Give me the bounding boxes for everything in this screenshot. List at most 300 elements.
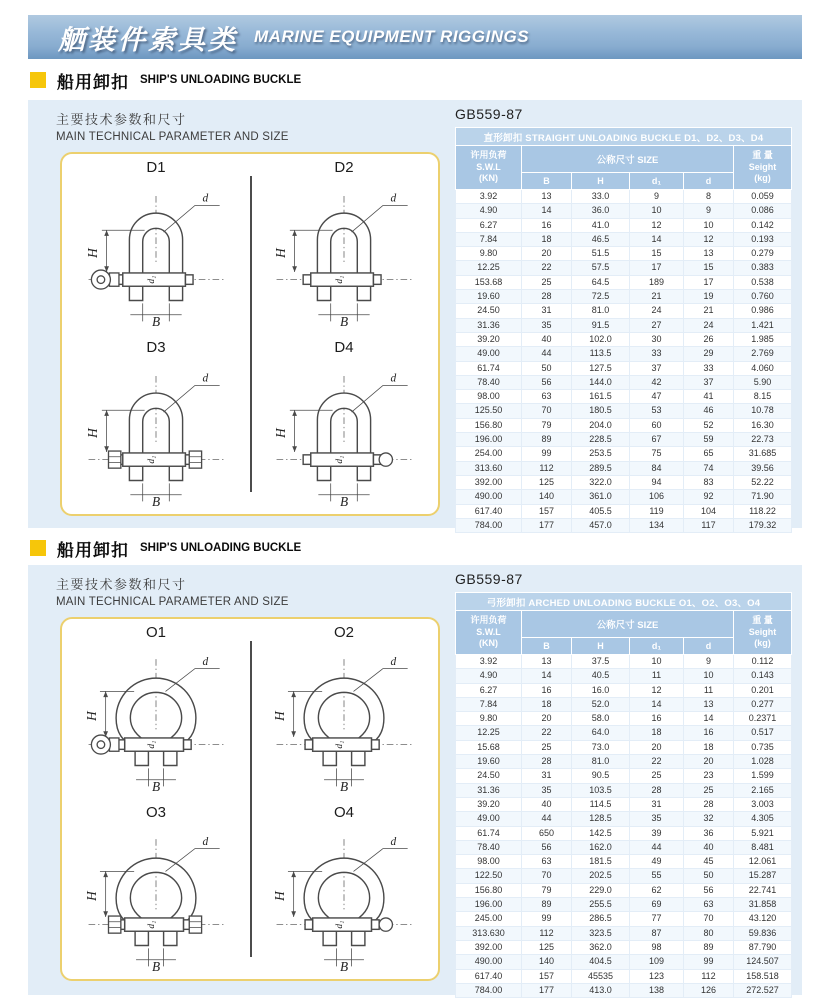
svg-text:B: B (339, 959, 349, 974)
table-cell: 92 (684, 490, 734, 504)
col-header-h: H (572, 173, 630, 190)
table-cell: 22 (522, 261, 572, 275)
table-cell: 13 (522, 655, 572, 669)
table-cell: 138 (630, 983, 684, 997)
table-cell: 25 (522, 740, 572, 754)
table-cell: 181.5 (572, 855, 630, 869)
spec-table-straight (455, 127, 792, 533)
table-cell: 1.599 (734, 769, 792, 783)
table-row (456, 655, 792, 669)
svg-text:d₁: d₁ (147, 275, 158, 284)
table-cell: 53 (630, 404, 684, 418)
d-shackle-drawing (70, 357, 242, 509)
table-cell: 52 (684, 418, 734, 432)
table-cell: 70 (522, 869, 572, 883)
section-1-heading (30, 69, 301, 91)
table-row (456, 518, 792, 532)
table-cell: 18 (522, 697, 572, 711)
table-row (456, 361, 792, 375)
table-cell: 11 (630, 669, 684, 683)
table-cell: 40.5 (572, 669, 630, 683)
table-row (456, 940, 792, 954)
table-cell: 12 (630, 683, 684, 697)
table-cell: 60 (630, 418, 684, 432)
table-cell: 124.507 (734, 955, 792, 969)
table-cell: 123 (630, 969, 684, 983)
svg-text:d: d (390, 372, 397, 385)
table-cell: 245.00 (456, 912, 522, 926)
table-row (456, 275, 792, 289)
col-header-weight: 重 量 Seight (kg) (734, 611, 792, 655)
table-cell: 72.5 (572, 290, 630, 304)
table-cell: 26 (684, 332, 734, 346)
table-cell: 32 (684, 812, 734, 826)
section-2-panel (28, 565, 802, 995)
table-cell: 104 (684, 504, 734, 518)
table-row (456, 304, 792, 318)
table-cell: 64.0 (572, 726, 630, 740)
table-cell: 35 (522, 783, 572, 797)
table-cell: 113.5 (572, 347, 630, 361)
col-header-b: B (522, 173, 572, 190)
table-cell: 254.00 (456, 447, 522, 461)
figure-d4 (250, 334, 438, 514)
parameter-heading-en: MAIN TECHNICAL PARAMETER AND SIZE (56, 596, 289, 608)
table-cell: 49 (630, 855, 684, 869)
table-cell: 37 (630, 361, 684, 375)
parameter-heading (56, 574, 289, 608)
table-cell: 19 (684, 290, 734, 304)
table-cell: 79 (522, 883, 572, 897)
table-cell: 286.5 (572, 912, 630, 926)
table-cell: 24.50 (456, 769, 522, 783)
table-row (456, 926, 792, 940)
table-cell: 0.986 (734, 304, 792, 318)
table-cell: 31 (630, 797, 684, 811)
table-cell: 392.00 (456, 940, 522, 954)
table-cell: 45535 (572, 969, 630, 983)
table-cell: 46 (684, 404, 734, 418)
parameter-heading-en: MAIN TECHNICAL PARAMETER AND SIZE (56, 131, 289, 143)
table-cell: 4.060 (734, 361, 792, 375)
table-cell: 9 (684, 204, 734, 218)
table-cell: 59 (684, 433, 734, 447)
table-cell: 42 (630, 375, 684, 389)
table-cell: 87.790 (734, 940, 792, 954)
col-header-size: 公称尺寸 SIZE (522, 611, 734, 638)
table-cell: 177 (522, 983, 572, 997)
table-cell: 98 (630, 940, 684, 954)
table-cell: 2.165 (734, 783, 792, 797)
table-cell: 0.383 (734, 261, 792, 275)
section-bullet-icon (30, 72, 46, 88)
figure-label: D1 (146, 159, 166, 176)
table-cell: 103.5 (572, 783, 630, 797)
table-row (456, 318, 792, 332)
table-cell: 89 (522, 433, 572, 447)
svg-text:d₁: d₁ (335, 740, 346, 749)
table-cell: 33.0 (572, 190, 630, 204)
table-cell: 22.741 (734, 883, 792, 897)
table-cell: 5.921 (734, 826, 792, 840)
table-cell: 313.60 (456, 461, 522, 475)
d-shackle-drawing (70, 177, 242, 329)
table-cell: 10 (684, 669, 734, 683)
table-cell: 98.00 (456, 855, 522, 869)
svg-text:H: H (84, 711, 100, 721)
table-cell: 17 (684, 275, 734, 289)
svg-text:d: d (202, 372, 209, 385)
table-row (456, 726, 792, 740)
parameter-heading (56, 109, 289, 143)
table-row (456, 812, 792, 826)
table-cell: 12.061 (734, 855, 792, 869)
col-header-d: d (684, 638, 734, 655)
table-row (456, 840, 792, 854)
table-cell: 13 (684, 247, 734, 261)
table-cell: 112 (522, 926, 572, 940)
svg-text:d₁: d₁ (335, 455, 346, 464)
table-cell: 14 (630, 232, 684, 246)
table-cell: 140 (522, 490, 572, 504)
table-cell: 0.086 (734, 204, 792, 218)
table-cell: 0.735 (734, 740, 792, 754)
table-cell: 0.538 (734, 275, 792, 289)
table-cell: 180.5 (572, 404, 630, 418)
table-row (456, 712, 792, 726)
table-cell: 25 (630, 769, 684, 783)
table-cell: 784.00 (456, 983, 522, 997)
table-cell: 98.00 (456, 390, 522, 404)
table-cell: 84 (630, 461, 684, 475)
svg-text:d₁: d₁ (335, 920, 346, 929)
table-row (456, 883, 792, 897)
table-cell: 31.858 (734, 898, 792, 912)
table-caption: 直形卸扣 STRAIGHT UNLOADING BUCKLE D1、D2、D3、D4 (456, 128, 792, 146)
table-row (456, 375, 792, 389)
table-cell: 272.527 (734, 983, 792, 997)
standard-number: GB559-87 (455, 571, 523, 587)
svg-text:H: H (273, 248, 289, 258)
table-cell: 74 (684, 461, 734, 475)
table-cell: 9 (630, 190, 684, 204)
table-cell: 22 (522, 726, 572, 740)
table-cell: 6.27 (456, 683, 522, 697)
table-cell: 46.5 (572, 232, 630, 246)
table-cell: 8 (684, 190, 734, 204)
page-banner (28, 15, 802, 59)
table-cell: 63 (522, 390, 572, 404)
table-cell: 1.028 (734, 755, 792, 769)
table-cell: 49.00 (456, 812, 522, 826)
col-header-b: B (522, 638, 572, 655)
table-cell: 24.50 (456, 304, 522, 318)
table-row (456, 218, 792, 232)
table-cell: 78.40 (456, 840, 522, 854)
table-cell: 125.50 (456, 404, 522, 418)
bow-shackle-drawing (258, 822, 430, 974)
table-row (456, 955, 792, 969)
table-cell: 77 (630, 912, 684, 926)
svg-text:H: H (273, 428, 289, 438)
svg-text:d: d (390, 655, 397, 668)
table-cell: 196.00 (456, 898, 522, 912)
figure-o4 (250, 799, 438, 979)
figure-o1 (62, 619, 250, 799)
section-title-en: SHIP'S UNLOADING BUCKLE (140, 74, 302, 86)
table-cell: 58.0 (572, 712, 630, 726)
table-cell: 64.5 (572, 275, 630, 289)
table-cell: 36 (684, 826, 734, 840)
figure-label: D4 (334, 339, 354, 356)
bow-shackle-drawing (70, 822, 242, 974)
table-cell: 20 (522, 712, 572, 726)
table-cell: 47 (630, 390, 684, 404)
table-cell: 125 (522, 475, 572, 489)
svg-text:H: H (85, 428, 101, 438)
table-cell: 50 (522, 361, 572, 375)
table-cell: 0.142 (734, 218, 792, 232)
svg-text:d: d (202, 655, 209, 668)
table-cell: 361.0 (572, 490, 630, 504)
table-row (456, 190, 792, 204)
figure-d2 (250, 154, 438, 334)
table-cell: 22.73 (734, 433, 792, 447)
table-row (456, 475, 792, 489)
section-title-en: SHIP'S UNLOADING BUCKLE (140, 542, 302, 554)
table-cell: 122.50 (456, 869, 522, 883)
table-cell: 63 (522, 855, 572, 869)
table-cell: 161.5 (572, 390, 630, 404)
table-cell: 6.27 (456, 218, 522, 232)
table-cell: 8.15 (734, 390, 792, 404)
table-cell: 784.00 (456, 518, 522, 532)
section-bullet-icon (30, 540, 46, 556)
svg-text:d₁: d₁ (147, 455, 158, 464)
table-cell: 118.22 (734, 504, 792, 518)
table-cell: 33 (630, 347, 684, 361)
table-row (456, 332, 792, 346)
table-cell: 392.00 (456, 475, 522, 489)
table-cell: 59.836 (734, 926, 792, 940)
table-cell: 18 (684, 740, 734, 754)
table-cell: 56 (684, 883, 734, 897)
table-cell: 114.5 (572, 797, 630, 811)
table-cell: 44 (522, 347, 572, 361)
diagram-box-straight (60, 152, 440, 516)
figure-label: O4 (333, 804, 354, 821)
col-header-swl: 许用负荷 S.W.L (KN) (456, 146, 522, 190)
table-cell: 156.80 (456, 883, 522, 897)
table-cell: 617.40 (456, 969, 522, 983)
table-cell: 14 (630, 697, 684, 711)
table-cell: 413.0 (572, 983, 630, 997)
table-row (456, 504, 792, 518)
table-cell: 142.5 (572, 826, 630, 840)
table-cell: 55 (630, 869, 684, 883)
table-cell: 119 (630, 504, 684, 518)
table-cell: 40 (522, 797, 572, 811)
spec-table-arched (455, 592, 792, 998)
table-cell: 0.201 (734, 683, 792, 697)
table-cell: 39.20 (456, 797, 522, 811)
figure-d1 (62, 154, 250, 334)
table-cell: 63 (684, 898, 734, 912)
col-header-h: H (572, 638, 630, 655)
table-row (456, 783, 792, 797)
table-cell: 25 (522, 275, 572, 289)
table-cell: 102.0 (572, 332, 630, 346)
table-cell: 255.5 (572, 898, 630, 912)
table-cell: 35 (630, 812, 684, 826)
svg-text:d: d (390, 192, 397, 205)
diagram-divider (250, 176, 252, 492)
col-header-d1: d₁ (630, 173, 684, 190)
table-cell: 196.00 (456, 433, 522, 447)
svg-text:B: B (151, 779, 161, 794)
table-cell: 80 (684, 926, 734, 940)
table-cell: 0.143 (734, 669, 792, 683)
table-cell: 19.60 (456, 755, 522, 769)
table-cell: 15.68 (456, 740, 522, 754)
table-cell: 156.80 (456, 418, 522, 432)
table-cell: 0.059 (734, 190, 792, 204)
table-cell: 99 (522, 912, 572, 926)
table-cell: 52.22 (734, 475, 792, 489)
table-cell: 157 (522, 504, 572, 518)
table-cell: 157 (522, 969, 572, 983)
table-row (456, 347, 792, 361)
table-cell: 56 (522, 375, 572, 389)
table-cell: 112 (684, 969, 734, 983)
table-cell: 18 (522, 232, 572, 246)
table-cell: 0.279 (734, 247, 792, 261)
figure-d3 (62, 334, 250, 514)
table-cell: 117 (684, 518, 734, 532)
table-cell: 23 (684, 769, 734, 783)
table-cell: 52.0 (572, 697, 630, 711)
col-header-d: d (684, 173, 734, 190)
diagram-divider (250, 641, 252, 957)
d-shackle-drawing (258, 357, 430, 509)
table-cell: 36.0 (572, 204, 630, 218)
table-cell: 11 (684, 683, 734, 697)
svg-text:B: B (151, 959, 161, 974)
table-cell: 87 (630, 926, 684, 940)
table-row (456, 232, 792, 246)
table-cell: 2.769 (734, 347, 792, 361)
table-cell: 3.003 (734, 797, 792, 811)
svg-text:B: B (339, 314, 349, 329)
table-cell: 162.0 (572, 840, 630, 854)
table-cell: 13 (684, 697, 734, 711)
table-row (456, 983, 792, 997)
table-cell: 490.00 (456, 490, 522, 504)
table-cell: 62 (630, 883, 684, 897)
table-cell: 83 (684, 475, 734, 489)
table-cell: 0.112 (734, 655, 792, 669)
table-cell: 50 (684, 869, 734, 883)
table-cell: 31 (522, 769, 572, 783)
table-cell: 7.84 (456, 232, 522, 246)
table-cell: 0.760 (734, 290, 792, 304)
table-cell: 15 (630, 247, 684, 261)
table-cell: 106 (630, 490, 684, 504)
bow-shackle-drawing (258, 642, 430, 794)
table-cell: 20 (522, 247, 572, 261)
table-cell: 0.517 (734, 726, 792, 740)
table-row (456, 683, 792, 697)
table-cell: 40 (522, 332, 572, 346)
table-cell: 405.5 (572, 504, 630, 518)
table-cell: 134 (630, 518, 684, 532)
table-cell: 5.90 (734, 375, 792, 389)
table-cell: 78.40 (456, 375, 522, 389)
table-cell: 28 (522, 755, 572, 769)
table-cell: 16 (522, 218, 572, 232)
table-cell: 40 (684, 840, 734, 854)
table-cell: 94 (630, 475, 684, 489)
table-cell: 99 (684, 955, 734, 969)
table-row (456, 669, 792, 683)
table-cell: 79 (522, 418, 572, 432)
table-cell: 31.36 (456, 318, 522, 332)
table-cell: 126 (684, 983, 734, 997)
table-cell: 44 (630, 840, 684, 854)
table-cell: 189 (630, 275, 684, 289)
svg-text:H: H (272, 891, 288, 901)
table-cell: 21 (684, 304, 734, 318)
table-cell: 51.5 (572, 247, 630, 261)
table-cell: 69 (630, 898, 684, 912)
svg-text:d₁: d₁ (147, 920, 158, 929)
table-cell: 617.40 (456, 504, 522, 518)
table-row (456, 390, 792, 404)
table-cell: 128.5 (572, 812, 630, 826)
figure-o3 (62, 799, 250, 979)
table-cell: 39 (630, 826, 684, 840)
table-cell: 65 (684, 447, 734, 461)
table-cell: 179.32 (734, 518, 792, 532)
table-cell: 7.84 (456, 697, 522, 711)
table-row (456, 797, 792, 811)
table-cell: 20 (630, 740, 684, 754)
table-cell: 56 (522, 840, 572, 854)
table-cell: 99 (522, 447, 572, 461)
table-cell: 27 (630, 318, 684, 332)
table-cell: 45 (684, 855, 734, 869)
table-cell: 25 (684, 783, 734, 797)
section-1-panel (28, 100, 802, 528)
bow-shackle-drawing (70, 642, 242, 794)
table-cell: 37.5 (572, 655, 630, 669)
table-cell: 109 (630, 955, 684, 969)
table-cell: 21 (630, 290, 684, 304)
svg-text:d₁: d₁ (147, 740, 158, 749)
table-cell: 22 (630, 755, 684, 769)
standard-number: GB559-87 (455, 106, 523, 122)
section-title-zh: 船用卸扣 (57, 72, 129, 92)
table-cell: 29 (684, 347, 734, 361)
figure-label: D3 (146, 339, 166, 356)
table-row (456, 969, 792, 983)
table-cell: 16 (630, 712, 684, 726)
table-cell: 204.0 (572, 418, 630, 432)
table-cell: 10 (630, 655, 684, 669)
svg-text:B: B (151, 494, 161, 509)
table-cell: 16 (522, 683, 572, 697)
table-cell: 70 (522, 404, 572, 418)
